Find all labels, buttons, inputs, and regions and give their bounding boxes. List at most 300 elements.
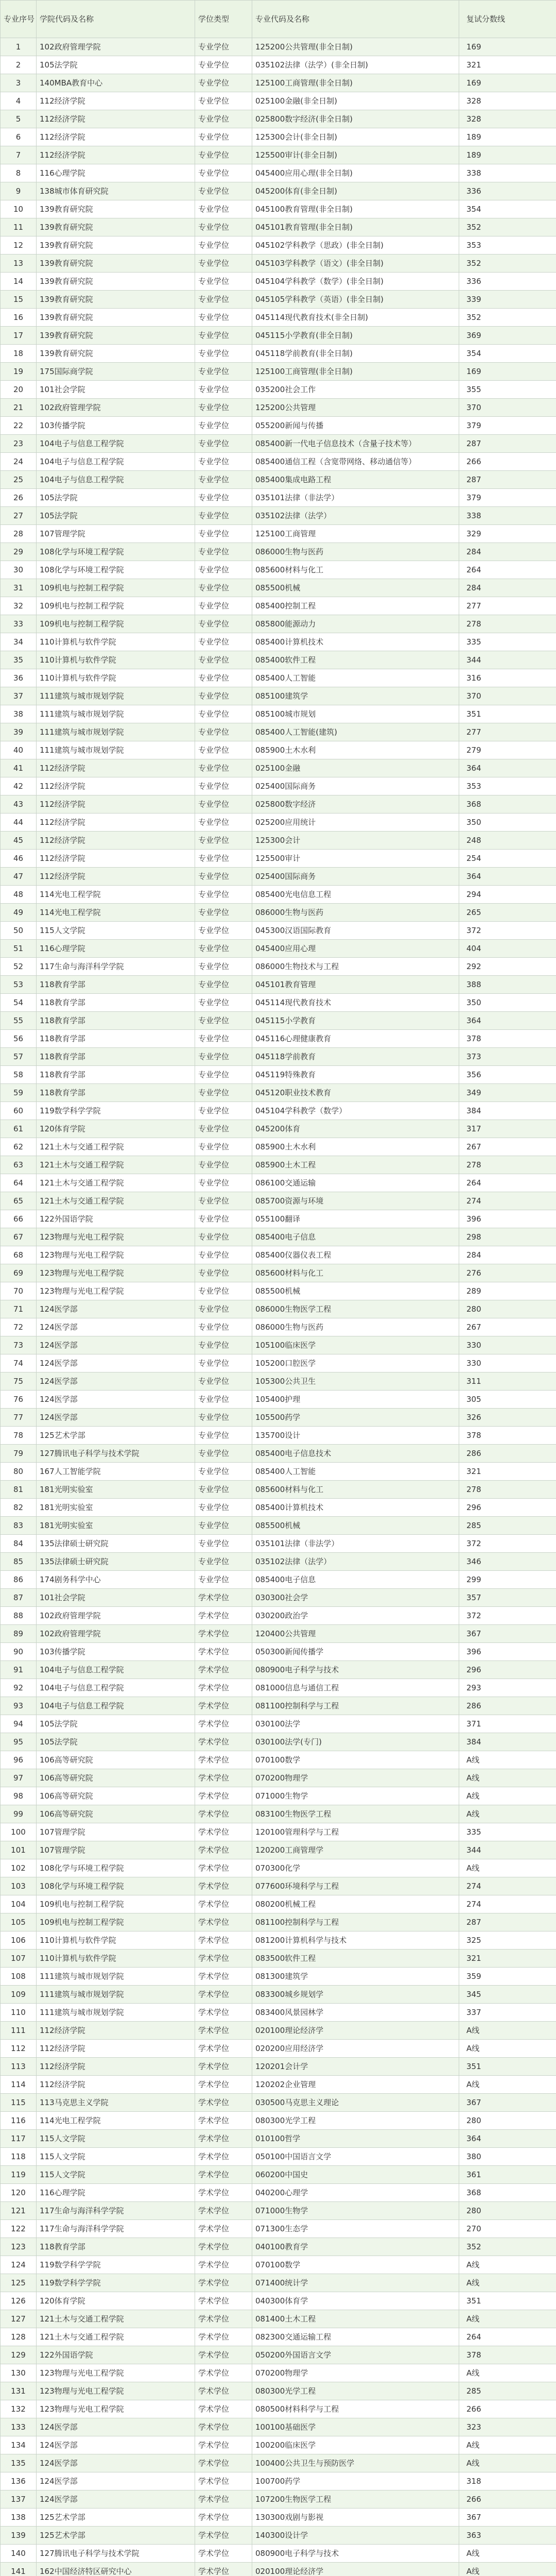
row-type: 专业学位: [195, 164, 252, 182]
row-score: 287: [459, 471, 556, 489]
row-dept: 111建筑与城市规划学院: [37, 1968, 195, 1986]
row-major: 071300生态学: [252, 2220, 459, 2238]
row-score: 335: [459, 633, 556, 651]
table-row: [1, 1300, 556, 1318]
table-row: [1, 38, 556, 56]
row-dept: 110计算机与软件学院: [37, 633, 195, 651]
header-dept: 学院代码及名称: [37, 1, 195, 38]
row-no: 100: [1, 1823, 37, 1841]
table-row: [1, 1409, 556, 1427]
table-row: [1, 2563, 556, 2576]
row-no: 88: [1, 1607, 37, 1625]
row-no: 40: [1, 741, 37, 759]
row-dept: 119数学科学学院: [37, 2256, 195, 2274]
row-major: 085100城市规划: [252, 705, 459, 723]
row-type: 专业学位: [195, 471, 252, 489]
row-no: 12: [1, 236, 37, 255]
row-major: 071400统计学: [252, 2274, 459, 2292]
row-no: 58: [1, 1066, 37, 1084]
row-dept: 118教育学部: [37, 1066, 195, 1084]
table-row: [1, 2022, 556, 2040]
row-dept: 105法学院: [37, 489, 195, 507]
row-major: 025800数字经济(非全日制): [252, 110, 459, 128]
row-type: 学术学位: [195, 2148, 252, 2166]
row-major: 081400土木工程: [252, 2310, 459, 2328]
row-score: 396: [459, 1643, 556, 1661]
row-dept: 113马克思主义学院: [37, 2094, 195, 2112]
row-dept: 104电子与信息工程学院: [37, 471, 195, 489]
row-score: 328: [459, 92, 556, 110]
row-dept: 175国际商学院: [37, 363, 195, 381]
row-score: 323: [459, 2418, 556, 2436]
row-type: 学术学位: [195, 2202, 252, 2220]
row-type: 学术学位: [195, 2130, 252, 2148]
row-no: 46: [1, 850, 37, 868]
row-no: 6: [1, 128, 37, 146]
row-no: 93: [1, 1697, 37, 1715]
row-score: A线: [459, 2076, 556, 2094]
row-major: 125300会计: [252, 832, 459, 850]
row-no: 35: [1, 651, 37, 669]
row-type: 学术学位: [195, 2040, 252, 2058]
row-type: 专业学位: [195, 489, 252, 507]
row-type: 学术学位: [195, 2058, 252, 2076]
row-type: 专业学位: [195, 1066, 252, 1084]
row-major: 080900电子科学与技术: [252, 1661, 459, 1679]
row-no: 18: [1, 345, 37, 363]
row-dept: 139教育研究院: [37, 200, 195, 218]
table-row: [1, 327, 556, 345]
row-dept: 127腾讯电子科学与技术学院: [37, 1445, 195, 1463]
row-dept: 118教育学部: [37, 2238, 195, 2256]
row-no: 39: [1, 723, 37, 741]
row-dept: 105法学院: [37, 1733, 195, 1751]
row-type: 专业学位: [195, 1427, 252, 1445]
row-dept: 103传播学院: [37, 417, 195, 435]
row-dept: 122外国语学院: [37, 2346, 195, 2364]
row-no: 7: [1, 146, 37, 164]
row-major: 105300公共卫生: [252, 1372, 459, 1391]
table-row: [1, 1174, 556, 1192]
table-row: [1, 1553, 556, 1571]
row-no: 79: [1, 1445, 37, 1463]
row-dept: 112经济学院: [37, 110, 195, 128]
row-dept: 114光电工程学院: [37, 886, 195, 904]
table-row: [1, 2112, 556, 2130]
row-type: 专业学位: [195, 417, 252, 435]
table-row: [1, 543, 556, 561]
row-dept: 118教育学部: [37, 1030, 195, 1048]
row-major: 071000生物学: [252, 2202, 459, 2220]
row-score: 367: [459, 2509, 556, 2527]
table-row: [1, 886, 556, 904]
row-no: 13: [1, 255, 37, 273]
row-score: 369: [459, 327, 556, 345]
row-dept: 123物理与光电工程学院: [37, 2382, 195, 2400]
row-no: 61: [1, 1120, 37, 1138]
row-no: 62: [1, 1138, 37, 1156]
row-no: 107: [1, 1950, 37, 1968]
row-score: 367: [459, 2094, 556, 2112]
table-row: [1, 1102, 556, 1120]
row-score: 285: [459, 2382, 556, 2400]
row-major: 105500药学: [252, 1409, 459, 1427]
row-type: 学术学位: [195, 2454, 252, 2472]
row-major: 045103学科教学（语文）(非全日制): [252, 255, 459, 273]
row-type: 专业学位: [195, 1192, 252, 1210]
row-no: 34: [1, 633, 37, 651]
row-score: 378: [459, 1030, 556, 1048]
row-type: 专业学位: [195, 1481, 252, 1499]
row-score: 274: [459, 1192, 556, 1210]
row-type: 专业学位: [195, 633, 252, 651]
row-score: 287: [459, 1913, 556, 1931]
row-dept: 108化学与环境工程学院: [37, 1877, 195, 1895]
row-type: 学术学位: [195, 2112, 252, 2130]
row-no: 27: [1, 507, 37, 525]
row-no: 128: [1, 2328, 37, 2346]
row-no: 117: [1, 2130, 37, 2148]
row-major: 140300设计学: [252, 2527, 459, 2545]
row-dept: 139教育研究院: [37, 236, 195, 255]
row-major: 080900电子科学与技术: [252, 2545, 459, 2563]
row-major: 077600环境科学与工程: [252, 1877, 459, 1895]
row-no: 138: [1, 2509, 37, 2527]
table-row: [1, 182, 556, 200]
row-major: 035101法律（非法学）: [252, 1535, 459, 1553]
row-score: 264: [459, 561, 556, 579]
row-no: 84: [1, 1535, 37, 1553]
table-row: [1, 1859, 556, 1877]
table-row: [1, 2310, 556, 2328]
table-row: [1, 1950, 556, 1968]
row-type: 专业学位: [195, 363, 252, 381]
row-major: 045115小学教育: [252, 1012, 459, 1030]
row-major: 083400风景园林学: [252, 2004, 459, 2022]
row-score: 169: [459, 363, 556, 381]
row-major: 085900土木工程: [252, 1156, 459, 1174]
row-type: 专业学位: [195, 723, 252, 741]
row-score: 364: [459, 868, 556, 886]
table-row: [1, 1481, 556, 1499]
row-dept: 109机电与控制工程学院: [37, 615, 195, 633]
row-dept: 115人文学院: [37, 2130, 195, 2148]
row-no: 140: [1, 2545, 37, 2563]
row-score: 286: [459, 1697, 556, 1715]
row-score: A线: [459, 2256, 556, 2274]
row-major: 045114现代教育技术: [252, 994, 459, 1012]
row-no: 118: [1, 2148, 37, 2166]
table-row: [1, 1589, 556, 1607]
table-row: [1, 633, 556, 651]
row-score: 277: [459, 597, 556, 615]
row-no: 78: [1, 1427, 37, 1445]
table-row: [1, 1535, 556, 1553]
row-no: 76: [1, 1391, 37, 1409]
row-no: 21: [1, 399, 37, 417]
row-no: 109: [1, 1986, 37, 2004]
row-major: 025100金融(非全日制): [252, 92, 459, 110]
table-row: [1, 1246, 556, 1264]
table-row: [1, 1445, 556, 1463]
row-score: 169: [459, 74, 556, 92]
row-score: A线: [459, 1805, 556, 1823]
row-dept: 119数学科学学院: [37, 2274, 195, 2292]
table-row: [1, 2256, 556, 2274]
table-row: [1, 1986, 556, 2004]
row-score: 316: [459, 669, 556, 687]
row-type: 专业学位: [195, 1228, 252, 1246]
table-row: [1, 1066, 556, 1084]
row-no: 80: [1, 1463, 37, 1481]
row-dept: 123物理与光电工程学院: [37, 1228, 195, 1246]
row-type: 学术学位: [195, 1751, 252, 1769]
row-type: 专业学位: [195, 886, 252, 904]
row-no: 50: [1, 922, 37, 940]
row-type: 专业学位: [195, 507, 252, 525]
table-row: [1, 1228, 556, 1246]
row-no: 136: [1, 2472, 37, 2490]
row-no: 112: [1, 2040, 37, 2058]
row-no: 60: [1, 1102, 37, 1120]
row-type: 专业学位: [195, 1138, 252, 1156]
row-major: 055100翻译: [252, 1210, 459, 1228]
row-score: 267: [459, 1318, 556, 1336]
table-row: [1, 940, 556, 958]
table-row: [1, 2148, 556, 2166]
row-score: 330: [459, 1354, 556, 1372]
row-dept: 112经济学院: [37, 795, 195, 814]
table-row: [1, 741, 556, 759]
row-no: 28: [1, 525, 37, 543]
row-score: 280: [459, 2112, 556, 2130]
row-no: 30: [1, 561, 37, 579]
row-dept: 109机电与控制工程学院: [37, 597, 195, 615]
row-dept: 106高等研究院: [37, 1805, 195, 1823]
row-dept: 114光电工程学院: [37, 904, 195, 922]
row-major: 070300化学: [252, 1859, 459, 1877]
row-no: 55: [1, 1012, 37, 1030]
row-no: 5: [1, 110, 37, 128]
row-no: 53: [1, 976, 37, 994]
table-row: [1, 489, 556, 507]
row-score: 363: [459, 2527, 556, 2545]
row-major: 086000生物与医药: [252, 904, 459, 922]
row-score: 368: [459, 2184, 556, 2202]
row-type: 专业学位: [195, 291, 252, 309]
table-row: [1, 471, 556, 489]
row-dept: 105法学院: [37, 1715, 195, 1733]
table-row: [1, 1499, 556, 1517]
table-row: [1, 435, 556, 453]
row-dept: 139教育研究院: [37, 345, 195, 363]
row-type: 学术学位: [195, 1733, 252, 1751]
table-row: [1, 1823, 556, 1841]
row-score: 346: [459, 1553, 556, 1571]
row-dept: 139教育研究院: [37, 273, 195, 291]
table-row: [1, 2166, 556, 2184]
table-row: [1, 868, 556, 886]
row-type: 学术学位: [195, 1805, 252, 1823]
row-no: 126: [1, 2292, 37, 2310]
row-score: 189: [459, 128, 556, 146]
row-no: 26: [1, 489, 37, 507]
row-dept: 123物理与光电工程学院: [37, 1246, 195, 1264]
row-score: 378: [459, 1427, 556, 1445]
table-row: [1, 1048, 556, 1066]
row-dept: 121土木与交通工程学院: [37, 1174, 195, 1192]
row-dept: 118教育学部: [37, 1084, 195, 1102]
row-major: 086000生物医学工程: [252, 1300, 459, 1318]
table-row: [1, 579, 556, 597]
row-type: 专业学位: [195, 741, 252, 759]
row-type: 专业学位: [195, 399, 252, 417]
row-major: 025400国际商务: [252, 868, 459, 886]
row-no: 116: [1, 2112, 37, 2130]
row-major: 105100临床医学: [252, 1336, 459, 1354]
row-score: 337: [459, 2004, 556, 2022]
row-no: 86: [1, 1571, 37, 1589]
row-no: 3: [1, 74, 37, 92]
row-major: 045400应用心理: [252, 940, 459, 958]
row-score: 270: [459, 2220, 556, 2238]
row-score: 284: [459, 579, 556, 597]
header-no: 专业序号: [1, 1, 37, 38]
row-dept: 123物理与光电工程学院: [37, 1282, 195, 1300]
table-row: [1, 561, 556, 579]
row-no: 83: [1, 1517, 37, 1535]
row-no: 98: [1, 1787, 37, 1805]
row-dept: 124医学部: [37, 2436, 195, 2454]
row-type: 学术学位: [195, 2292, 252, 2310]
row-score: 276: [459, 1264, 556, 1282]
row-dept: 112经济学院: [37, 2022, 195, 2040]
table-row: [1, 273, 556, 291]
row-major: 045115小学教育(非全日制): [252, 327, 459, 345]
row-dept: 139教育研究院: [37, 255, 195, 273]
row-major: 085400电子信息: [252, 1228, 459, 1246]
row-score: 350: [459, 814, 556, 832]
table-row: [1, 1607, 556, 1625]
row-major: 085400电子信息: [252, 1571, 459, 1589]
row-no: 72: [1, 1318, 37, 1336]
row-score: 264: [459, 1174, 556, 1192]
table-row: [1, 2382, 556, 2400]
table-row: [1, 2418, 556, 2436]
row-score: 372: [459, 1535, 556, 1553]
row-major: 107200生物医学工程: [252, 2490, 459, 2509]
table-row: [1, 453, 556, 471]
row-dept: 140MBA教育中心: [37, 74, 195, 92]
row-dept: 117生命与海洋科学学院: [37, 2202, 195, 2220]
row-dept: 109机电与控制工程学院: [37, 1913, 195, 1931]
table-row: [1, 363, 556, 381]
row-type: 学术学位: [195, 1859, 252, 1877]
row-no: 67: [1, 1228, 37, 1246]
row-score: 351: [459, 705, 556, 723]
row-dept: 162中国经济特区研究中心: [37, 2563, 195, 2576]
row-dept: 135法律硕士研究院: [37, 1553, 195, 1571]
row-type: 专业学位: [195, 92, 252, 110]
row-type: 学术学位: [195, 1697, 252, 1715]
row-type: 专业学位: [195, 128, 252, 146]
row-type: 专业学位: [195, 669, 252, 687]
row-no: 51: [1, 940, 37, 958]
table-row: [1, 1661, 556, 1679]
row-type: 专业学位: [195, 1535, 252, 1553]
row-major: 070200物理学: [252, 2364, 459, 2382]
row-dept: 112经济学院: [37, 2076, 195, 2094]
table-row: [1, 777, 556, 795]
table-row: [1, 525, 556, 543]
row-major: 105400护理: [252, 1391, 459, 1409]
row-no: 95: [1, 1733, 37, 1751]
row-score: 299: [459, 1571, 556, 1589]
row-score: 274: [459, 1895, 556, 1913]
row-dept: 139教育研究院: [37, 291, 195, 309]
row-major: 070100数学: [252, 1751, 459, 1769]
row-score: 248: [459, 832, 556, 850]
row-type: 学术学位: [195, 2346, 252, 2364]
table-row: [1, 2364, 556, 2382]
row-no: 103: [1, 1877, 37, 1895]
row-no: 120: [1, 2184, 37, 2202]
table-row: [1, 236, 556, 255]
row-dept: 109机电与控制工程学院: [37, 579, 195, 597]
row-major: 085400计算机技术: [252, 633, 459, 651]
row-no: 66: [1, 1210, 37, 1228]
row-type: 学术学位: [195, 2490, 252, 2509]
row-major: 085600材料与化工: [252, 1264, 459, 1282]
row-no: 4: [1, 92, 37, 110]
row-type: 学术学位: [195, 1787, 252, 1805]
row-dept: 124医学部: [37, 1300, 195, 1318]
row-no: 56: [1, 1030, 37, 1048]
row-major: 081300建筑学: [252, 1968, 459, 1986]
table-row: [1, 687, 556, 705]
row-major: 120202企业管理: [252, 2076, 459, 2094]
row-dept: 120体育学院: [37, 1120, 195, 1138]
row-no: 91: [1, 1661, 37, 1679]
row-no: 94: [1, 1715, 37, 1733]
row-major: 120400公共管理: [252, 1625, 459, 1643]
row-major: 100700药学: [252, 2472, 459, 2490]
row-type: 专业学位: [195, 904, 252, 922]
row-no: 123: [1, 2238, 37, 2256]
row-dept: 181光明实验室: [37, 1481, 195, 1499]
row-no: 105: [1, 1913, 37, 1931]
row-no: 19: [1, 363, 37, 381]
table-row: [1, 904, 556, 922]
row-dept: 111建筑与城市规划学院: [37, 1986, 195, 2004]
table-row: [1, 255, 556, 273]
row-no: 29: [1, 543, 37, 561]
table-row: [1, 146, 556, 164]
row-no: 63: [1, 1156, 37, 1174]
row-score: 328: [459, 110, 556, 128]
row-no: 111: [1, 2022, 37, 2040]
row-score: 338: [459, 164, 556, 182]
row-dept: 110计算机与软件学院: [37, 651, 195, 669]
row-type: 专业学位: [195, 200, 252, 218]
row-major: 035102法律（法学）: [252, 507, 459, 525]
row-type: 专业学位: [195, 1499, 252, 1517]
row-score: 335: [459, 1823, 556, 1841]
table-row: [1, 309, 556, 327]
row-score: 280: [459, 2202, 556, 2220]
row-major: 085400人工智能: [252, 1463, 459, 1481]
row-dept: 117生命与海洋科学学院: [37, 958, 195, 976]
